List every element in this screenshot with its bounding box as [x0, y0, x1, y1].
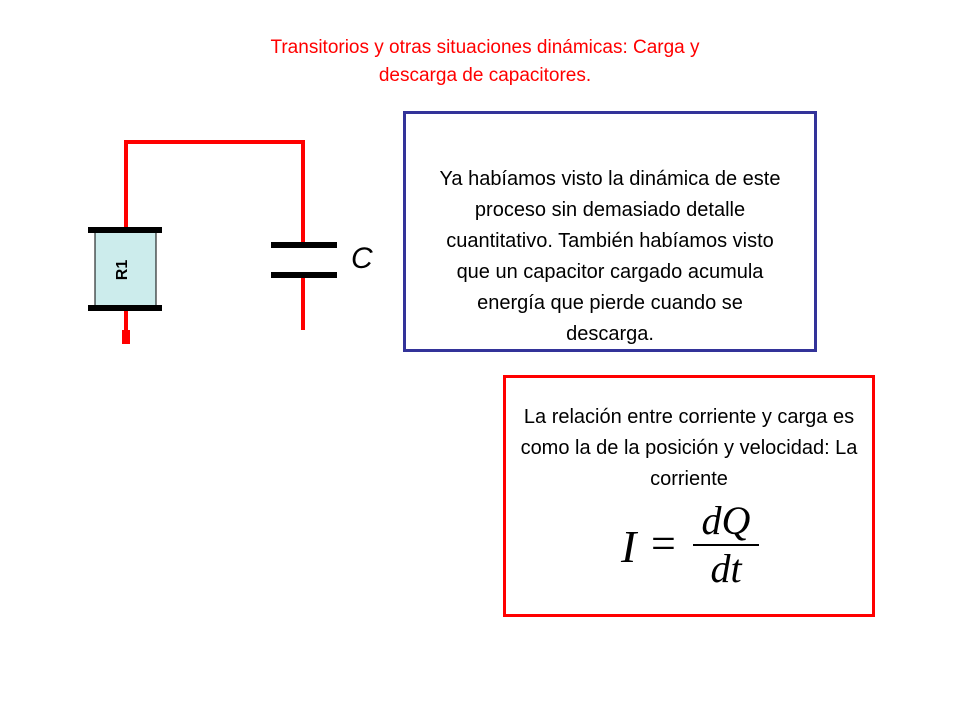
- explanation-text: Ya habíamos visto la dinámica de este proceso sin demasiado detalle cuantitativo. También habíamos visto que un capacitor cargado acumula energía que pierde cuando se descarga.: [439, 168, 781, 345]
- title-line-2: descarga de capacitores.: [378, 65, 592, 86]
- explanation-box: [403, 111, 817, 352]
- current-formula: [621, 500, 771, 595]
- formula-denominator: dt: [710, 546, 742, 591]
- formula-fraction: [693, 500, 759, 590]
- resistor-top-plate: [88, 227, 162, 233]
- formula-equals: =: [651, 519, 676, 568]
- formula-lhs: I: [621, 521, 637, 572]
- capacitor-label: C: [351, 242, 373, 275]
- current-definition-box: [503, 375, 875, 617]
- resistor-label: R1: [114, 259, 131, 281]
- current-definition-text: La relación entre corriente y carga es como la de la posición y velocidad: La corriente: [520, 406, 858, 490]
- capacitor-top-plate: [271, 242, 337, 248]
- resistor-bottom-plate: [88, 305, 162, 311]
- formula-numerator: dQ: [701, 498, 751, 543]
- capacitor-bottom-plate: [271, 272, 337, 278]
- open-terminal: [122, 330, 130, 344]
- title-line-1: Transitorios y otras situaciones dinámicas: Carga y: [270, 37, 700, 58]
